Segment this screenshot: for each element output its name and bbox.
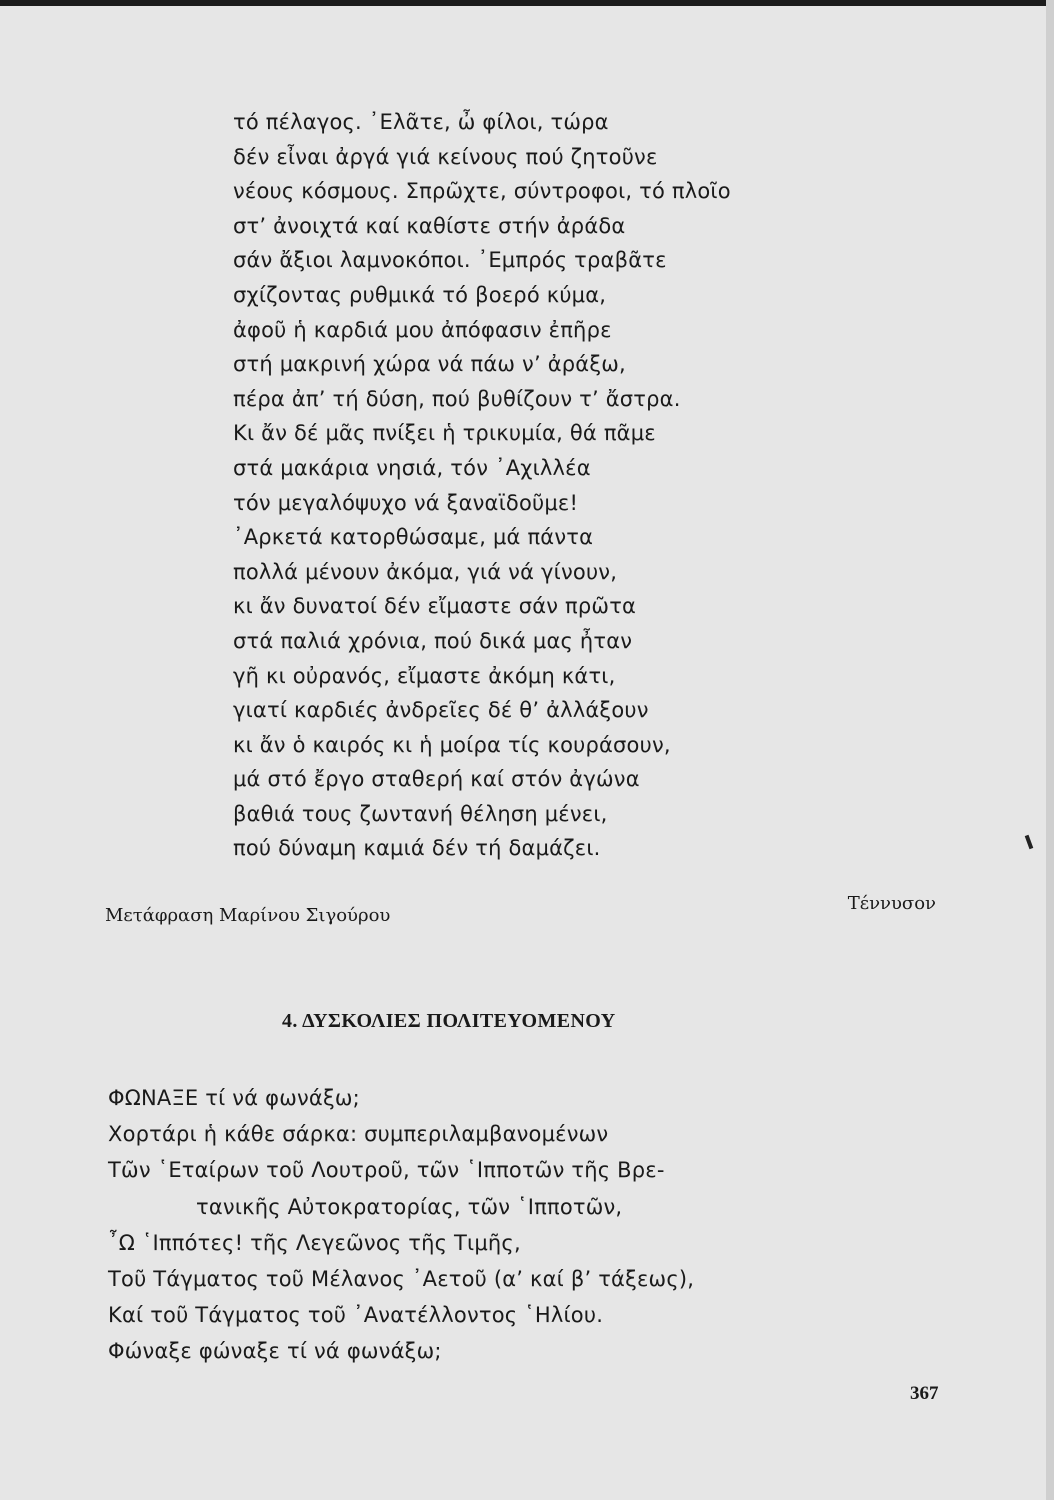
- poem-line: τόν μεγαλόψυχο νά ξαναϊδοῦμε!: [233, 490, 579, 515]
- poem-line: σχίζοντας ρυθμικά τό βοερό κύμα,: [233, 282, 607, 307]
- scan-right-edge: [1046, 0, 1054, 1500]
- poem-line: κι ἄν δυνατοί δέν εἴμαστε σάν πρῶτα: [233, 594, 637, 619]
- poem-line: τανικῆς Αὐτοκρατορίας, τῶν ῾Ιπποτῶν,: [196, 1194, 623, 1219]
- translator-credit: Μετάφραση Μαρίνου Σιγούρου: [105, 905, 391, 926]
- poem-line: ῏Ω ῾Ιππότες! τῆς Λεγεῶνος τῆς Τιμῆς,: [108, 1230, 521, 1255]
- poem-line: τό πέλαγος. ᾿Ελᾶτε, ὦ φίλοι, τώρα: [233, 110, 609, 134]
- poem-line: στ’ ἀνοιχτά καί καθίστε στήν ἀράδα: [233, 213, 626, 238]
- poem-line: Τοῦ Τάγματος τοῦ Μέλανος ᾿Αετοῦ (α’ καί β’ τάξεως),: [108, 1267, 695, 1292]
- poem-line: Τῶν ῾Εταίρων τοῦ Λουτροῦ, τῶν ῾Ιπποτῶν τῆς Βρε-: [108, 1158, 665, 1183]
- poem-line: Καί τοῦ Τάγματος τοῦ ᾿Ανατέλλοντος ῾Ηλίου.: [108, 1303, 604, 1328]
- poem-author: Τέννυσον: [847, 893, 936, 914]
- section-heading: 4. ΔΥΣΚΟΛΙΕΣ ΠΟΛΙΤΕΥΟΜΕΝΟΥ: [282, 1010, 616, 1032]
- poem-line: γιατί καρδιές ἀνδρεῖες δέ θ’ ἀλλάξουν: [233, 698, 649, 723]
- section-poem: [108, 1080, 694, 1370]
- margin-mark: [1025, 835, 1034, 850]
- poem-line: στή μακρινή χώρα νά πάω ν’ ἀράξω,: [233, 352, 626, 377]
- poem-line: πέρα ἀπ’ τή δύση, πού βυθίζουν τ’ ἄστρα.: [233, 386, 681, 411]
- scan-top-border: [0, 0, 1054, 6]
- poem-line: στά παλιά χρόνια, πού δικά μας ἦταν: [233, 628, 633, 653]
- page-number: 367: [910, 1383, 939, 1404]
- poem-line: σάν ἄξιοι λαμνοκόποι. ᾿Εμπρός τραβᾶτε: [233, 248, 667, 273]
- poem-line: νέους κόσμους. Σπρῶχτε, σύντροφοι, τό πλοῖο: [233, 179, 731, 204]
- poem-line: Κι ἄν δέ μᾶς πνίξει ἡ τρικυμία, θά πᾶμε: [233, 421, 656, 446]
- poem-line: μά στό ἔργο σταθερή καί στόν ἀγώνα: [233, 767, 640, 792]
- poem-line: πού δύναμη καμιά δέν τή δαμάζει.: [233, 836, 601, 861]
- poem-line: στά μακάρια νησιά, τόν ᾿Αχιλλέα: [233, 455, 591, 480]
- poem-line: Φώναξε φώναξε τί νά φωνάξω;: [108, 1339, 442, 1364]
- poem-line: ΦΩΝΑΞΕ τί νά φωνάξω;: [108, 1086, 360, 1110]
- poem-line: Χορτάρι ἡ κάθε σάρκα: συμπεριλαμβανομένων: [108, 1122, 609, 1147]
- poem-line: ᾿Αρκετά κατορθώσαμε, μά πάντα: [233, 525, 594, 550]
- poem-continuation: [233, 105, 731, 866]
- poem-line: κι ἄν ὁ καιρός κι ἡ μοίρα τίς κουράσουν,: [233, 732, 671, 757]
- poem-line: βαθιά τους ζωντανή θέληση μένει,: [233, 801, 608, 826]
- poem-line: γῆ κι οὐρανός, εἴμαστε ἀκόμη κάτι,: [233, 663, 616, 688]
- poem-line: ἀφοῦ ἡ καρδιά μου ἀπόφασιν ἐπῆρε: [233, 317, 612, 342]
- poem-line: δέν εἶναι ἀργά γιά κείνους πού ζητοῦνε: [233, 144, 658, 169]
- poem-line: πολλά μένουν ἀκόμα, γιά νά γίνουν,: [233, 559, 618, 584]
